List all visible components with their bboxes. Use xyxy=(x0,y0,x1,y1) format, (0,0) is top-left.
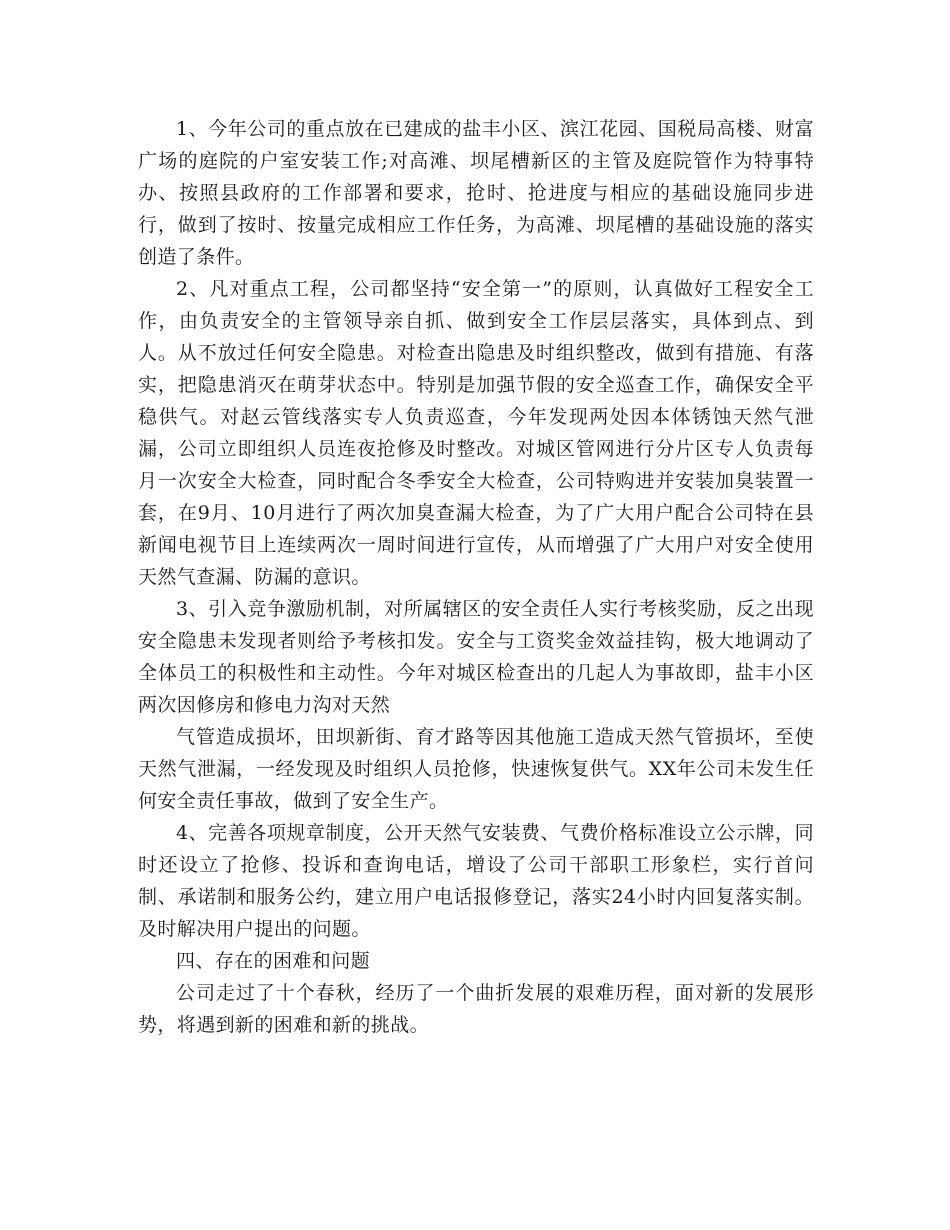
paragraph-safety-installation: 1、今年公司的重点放在已建成的盐丰小区、滨江花园、国税局高楼、财富广场的庭院的户室安装工作;对高滩、坝尾槽新区的主管及庭院管作为特事特办、按照县政府的工作部署和要求，抢时、抢进度与相应的基础设施同步进行，做到了按时、按量完成相应工作任务，为高滩、坝尾槽的基础设施的落实创造了条件。 xyxy=(138,118,814,268)
paragraph-regulations: 4、完善各项规章制度，公开天然气安装费、气费价格标准设立公示牌，同时还设立了抢修、投诉和查询电话，增设了公司干部职工形象栏，实行首问制、承诺制和服务公约，建立用户电话报修登记，落实24小时内回复落实制。及时解决用户提出的问题。 xyxy=(138,822,814,940)
paragraph-pipe-damage: 气管造成损坏，田坝新街、育才路等因其他施工造成天然气管损坏，至使天然气泄漏，一经发现及时组织人员抢修，快速恢复供气。XX年公司未发生任何安全责任事故，做到了安全生产。 xyxy=(138,726,814,812)
paragraph-incentive-mechanism: 3、引入竞争激励机制，对所属辖区的安全责任人实行考核奖励，反之出现安全隐患未发现者则给予考核扣发。安全与工资奖金效益挂钩，极大地调动了全体员工的积极性和主动性。今年对城区检查出的几起人为事故即，盐丰小区两次因修房和修电力沟对天然 xyxy=(138,598,814,716)
document-body xyxy=(138,113,814,1041)
section-heading-difficulties: 四、存在的困难和问题 xyxy=(176,950,371,972)
paragraph-safety-first: 2、凡对重点工程，公司都坚持“安全第一”的原则，认真做好工程安全工作，由负责安全的主管领导亲自抓、做到安全工作层层落实，具体到点、到人。从不放过任何安全隐患。对检查出隐患及时组织整改，做到有措施、有落实，把隐患消灭在萌芽状态中。特别是加强节假的安全巡查工作，确保安全平稳供气。对赵云管线落实专人负责巡查，今年发现两处因本体锈蚀天然气泄漏，公司立即组织人员连夜抢修及时整改。对城区管网进行分片区专人负责每月一次安全大检查，同时配合冬季安全大检查，公司特购进并安装加臭装置一套，在9月、10月进行了两次加臭查漏大检查，为了广大用户配合公司特在县新闻电视节目上连续两次一周时间进行宣传，从而增强了广大用户对安全使用天然气查漏、防漏的意识。 xyxy=(138,278,814,588)
paragraph-challenges: 公司走过了十个春秋，经历了一个曲折发展的艰难历程，面对新的发展形势，将遇到新的困难和新的挑战。 xyxy=(138,982,814,1036)
